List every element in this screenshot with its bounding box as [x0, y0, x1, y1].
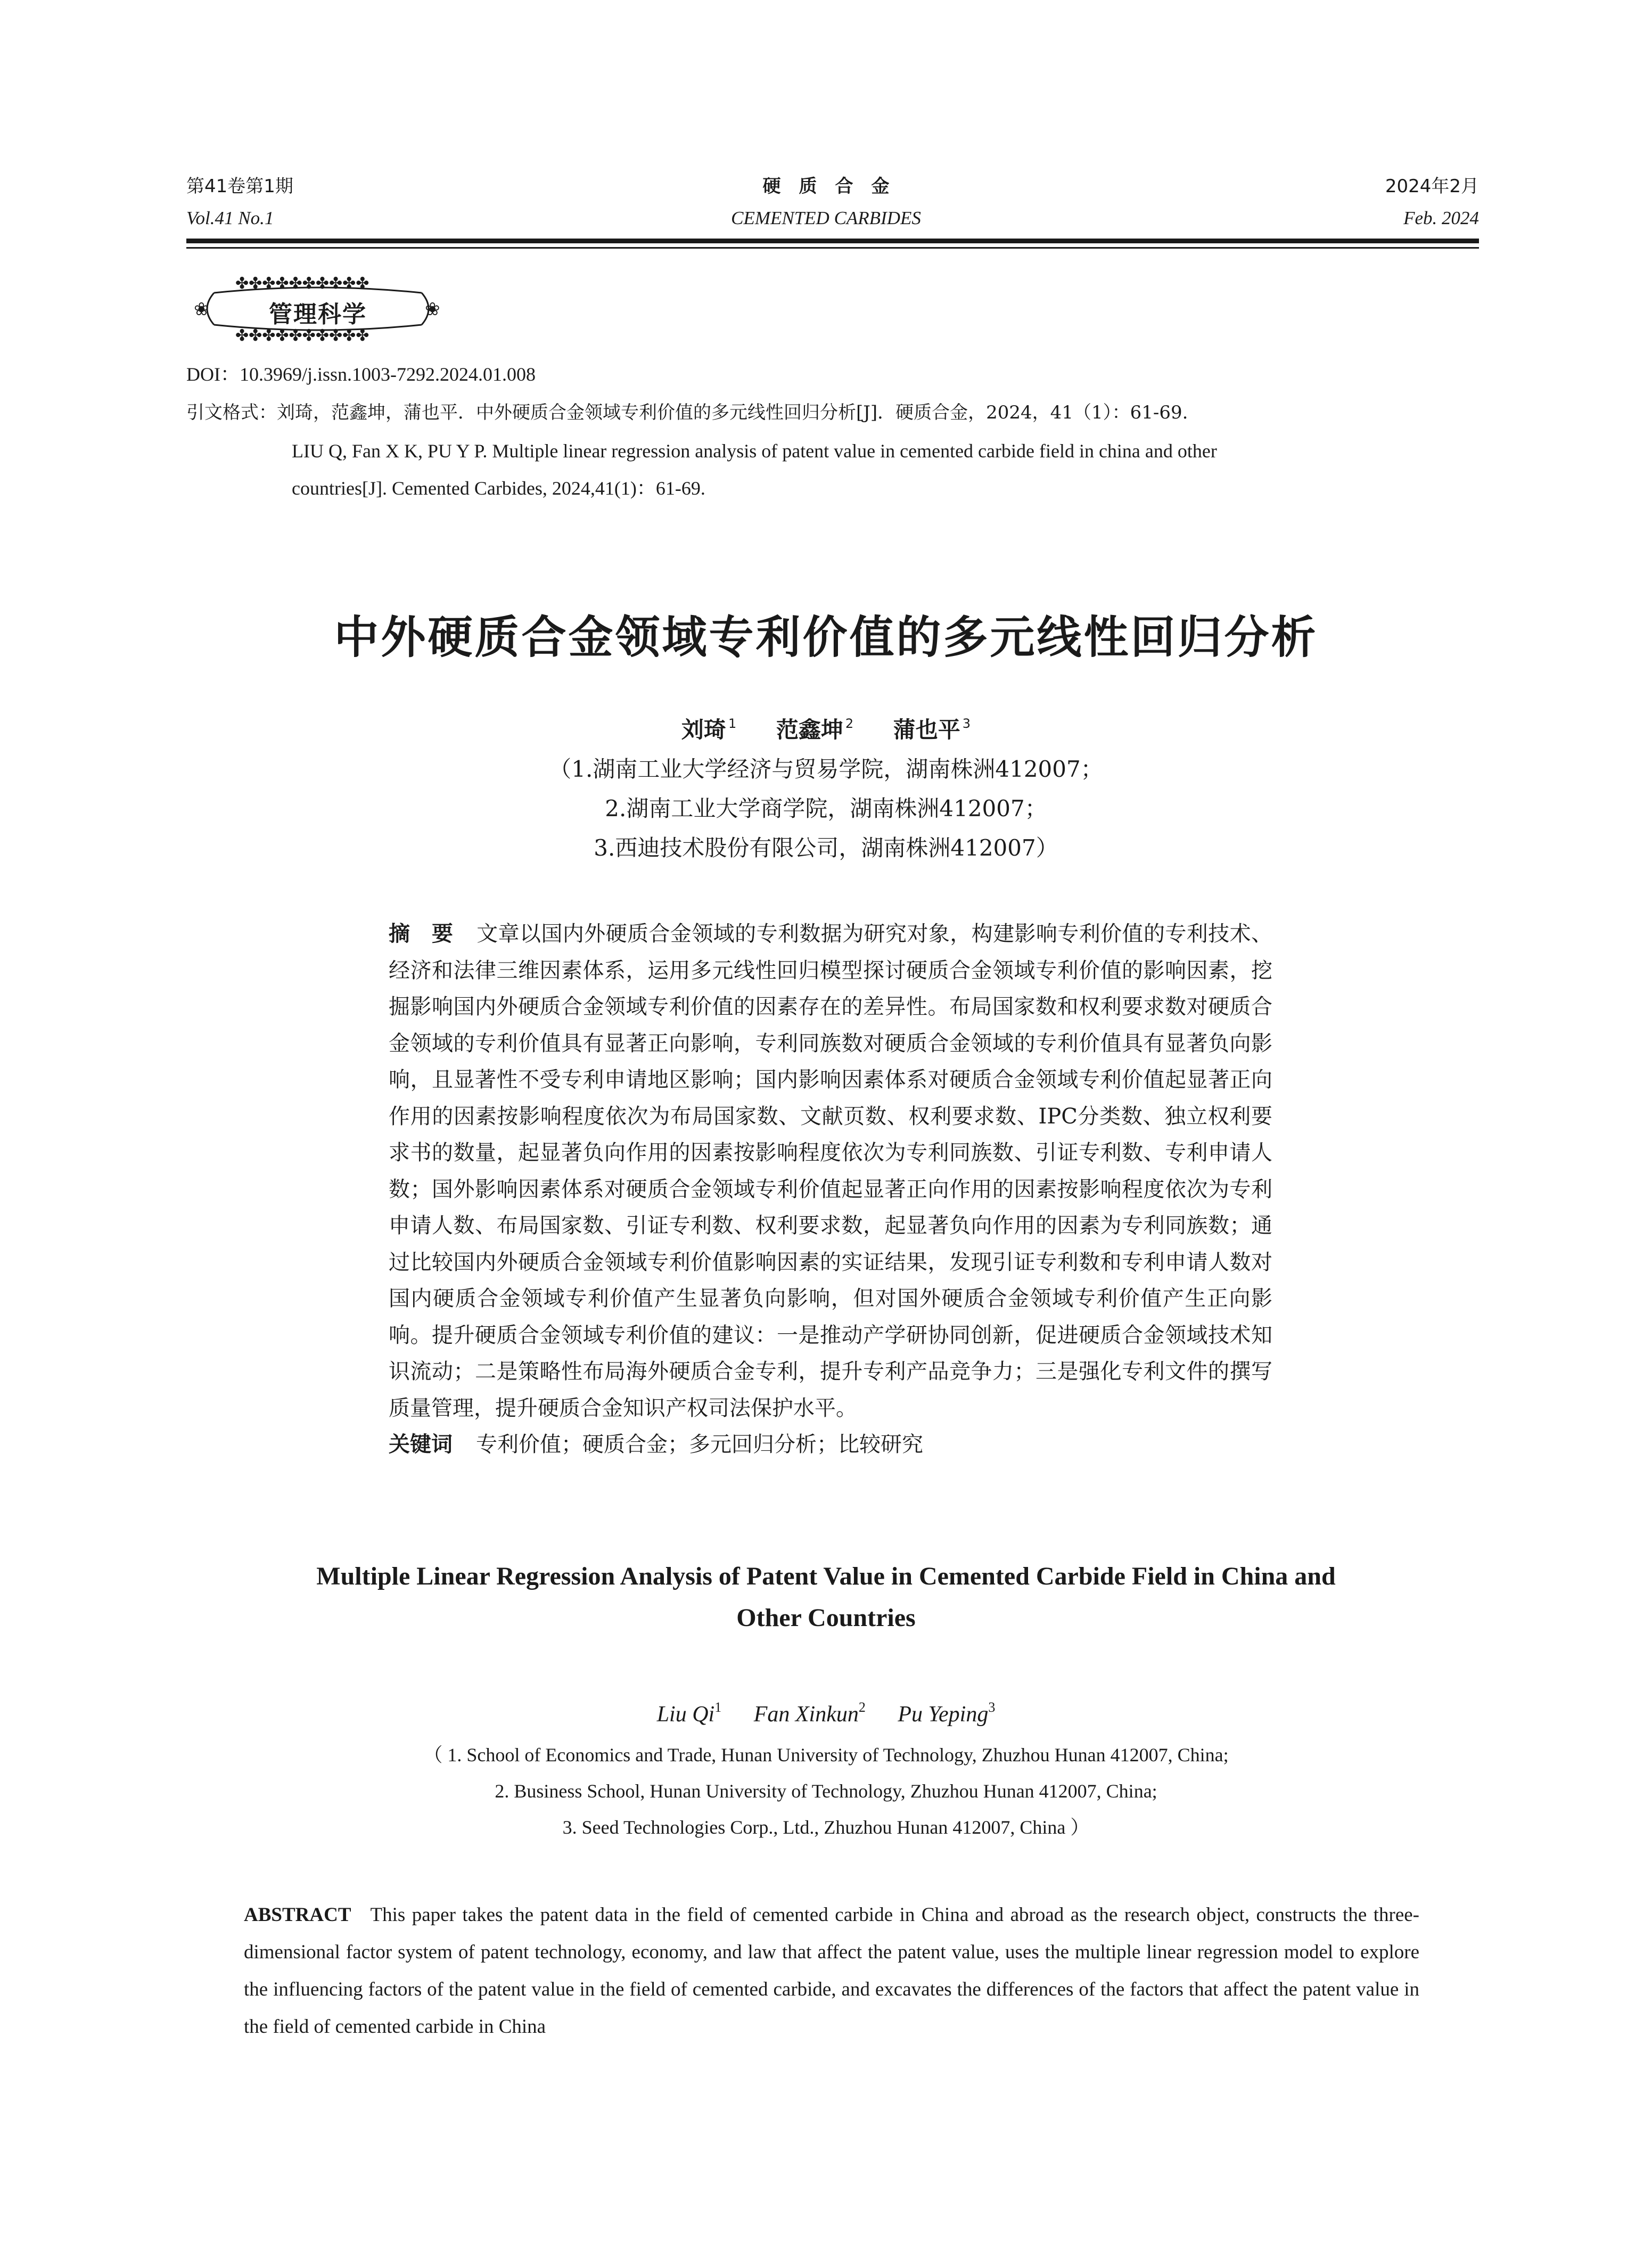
keywords-cn	[389, 1426, 1272, 1463]
affiliation-cn-3: 3.西迪技术股份有限公司，湖南株洲412007）	[594, 835, 1058, 861]
svg-text:❀: ❀	[425, 299, 440, 320]
column-badge	[193, 273, 443, 344]
keywords-cn-label: 关键词	[389, 1432, 453, 1457]
affiliations-en	[0, 1737, 1652, 1845]
affiliation-en-2: 2. Business School, Hunan University of Technology, Zhuzhou Hunan 412007, China;	[495, 1780, 1157, 1802]
abstract-cn-label: 摘 要	[389, 922, 454, 946]
title-en	[0, 1556, 1652, 1639]
abstract-cn-text: 文章以国内外硬质合金领域的专利数据为研究对象，构建影响专利价值的专利技术、经济和法律三维因素体系，运用多元线性回归模型探讨硬质合金领域专利价值的影响因素，挖掘影响国内外硬质合金领域专利价值的因素存在的差异性。布局国家数和权利要求数对硬质合金领域的专利价值具有显著正向影响，专利同族数对硬质合金领域的专利价值具有显著负向影响，且显著性不受专利申请地区影响；国内影响因素体系对硬质合金领域专利价值起显著正向作用的因素按影响程度依次为布局国家数、文献页数、权利要求数、IPC分类数、独立权利要求书的数量，起显著负向作用的因素按影响程度依次为专利同族数、引证专利数、专利申请人数；国外影响因素体系对硬质合金领域专利价值起显著正向作用的因素按影响程度依次为专利申请人数、布局国家数、引证专利数、权利要求数，起显著负向作用的因素为专利同族数；通过比较国内外硬质合金领域专利价值影响因素的实证结果，发现引证专利数和专利申请人数对国内硬质合金领域专利价值产生显著负向影响，但对国外硬质合金领域专利价值产生正向影响。提升硬质合金领域专利价值的建议：一是推动产学研协同创新，促进硬质合金领域技术知识流动；二是策略性布局海外硬质合金专利，提升专利产品竞争力；三是强化专利文件的撰写质量管理，提升硬质合金知识产权司法保护水平。	[389, 922, 1273, 1421]
affiliations-cn	[0, 750, 1652, 868]
affiliation-en-3: 3. Seed Technologies Corp., Ltd., Zhuzhou Hunan 412007, China ）	[562, 1817, 1090, 1838]
abstract-en	[244, 1897, 1419, 2046]
doi-line: DOI：10.3969/j.issn.1003-7292.2024.01.008	[186, 364, 536, 385]
header-date-en: Feb. 2024	[1403, 208, 1479, 228]
author-en-3: Pu Yeping$^3$	[898, 1700, 996, 1727]
svg-text:❀: ❀	[194, 299, 209, 320]
svg-text:✤✤✤✤✤✤✤✤✤✤: ✤✤✤✤✤✤✤✤✤✤	[235, 274, 369, 293]
citation-en-line2: countries[J]. Cemented Carbides, 2024,41(1)：61-69.	[292, 478, 705, 499]
abstract-en-label: ABSTRACT	[244, 1904, 351, 1926]
title-cn: 中外硬质合金领域专利价值的多元线性回归分析	[334, 611, 1318, 663]
header-journal-en: CEMENTED CARBIDES	[731, 208, 921, 228]
abstract-en-text: This paper takes the patent data in the field of cemented carbide in China and abroad as the research object, constructs the three-dimensional factor system of patent technology, economy, and law that affect the patent value, uses the multiple linear regression model to explore the influencing factors of the patent value in the field of cemented carbide, and excavates the differences of the factors that affect the patent value in the field of cemented carbide in China	[244, 1904, 1419, 2038]
author-cn-3: 蒲也平 $^3$	[893, 716, 971, 743]
header-volume-cn: 第41卷第1期	[186, 176, 293, 197]
author-cn-2: 范鑫坤 $^2$	[776, 716, 854, 743]
authors-cn	[0, 712, 1652, 744]
badge-label: 管理科学	[269, 301, 367, 328]
title-en-line1: Multiple Linear Regression Analysis of Patent Value in Cemented Carbide Field in China and	[316, 1562, 1336, 1590]
authors-en	[0, 1700, 1652, 1727]
author-cn-1: 刘琦 $^1$	[681, 716, 737, 743]
citation-en-line1: LIU Q, Fan X K, PU Y P. Multiple linear regression analysis of patent value in cemented carbide field in china and other	[292, 440, 1217, 462]
header-rule-thin	[186, 247, 1479, 249]
affiliation-en-1: （ 1. School of Economics and Trade, Hunan University of Technology, Zhuzhou Hunan 412007, China;	[423, 1744, 1229, 1766]
abstract-cn	[389, 916, 1272, 1463]
affiliation-cn-2: 2.湖南工业大学商学院，湖南株洲412007；	[605, 795, 1047, 822]
header-rule-thick	[186, 239, 1479, 243]
author-en-2: Fan Xinkun$^2$	[753, 1700, 866, 1727]
keywords-cn-text: 专利价值；硬质合金；多元回归分析；比较研究	[476, 1432, 923, 1457]
svg-text:✤✤✤✤✤✤✤✤✤✤: ✤✤✤✤✤✤✤✤✤✤	[235, 326, 369, 344]
affiliation-cn-1: （1.湖南工业大学经济与贸易学院，湖南株洲412007；	[549, 756, 1103, 782]
abstract-cn-body	[389, 916, 1272, 1426]
header-date-cn: 2024年2月	[1385, 176, 1479, 197]
header-volume-en: Vol.41 No.1	[186, 208, 274, 228]
citation-cn: 引文格式：刘琦，范鑫坤，蒲也平．中外硬质合金领域专利价值的多元线性回归分析[J]．硬质合金，2024，41（1）：61-69.	[186, 402, 1188, 423]
title-en-line2: Other Countries	[736, 1604, 916, 1632]
header-journal-cn: 硬 质 合 金	[762, 176, 890, 197]
author-en-1: Liu Qi$^1$	[656, 1700, 722, 1727]
